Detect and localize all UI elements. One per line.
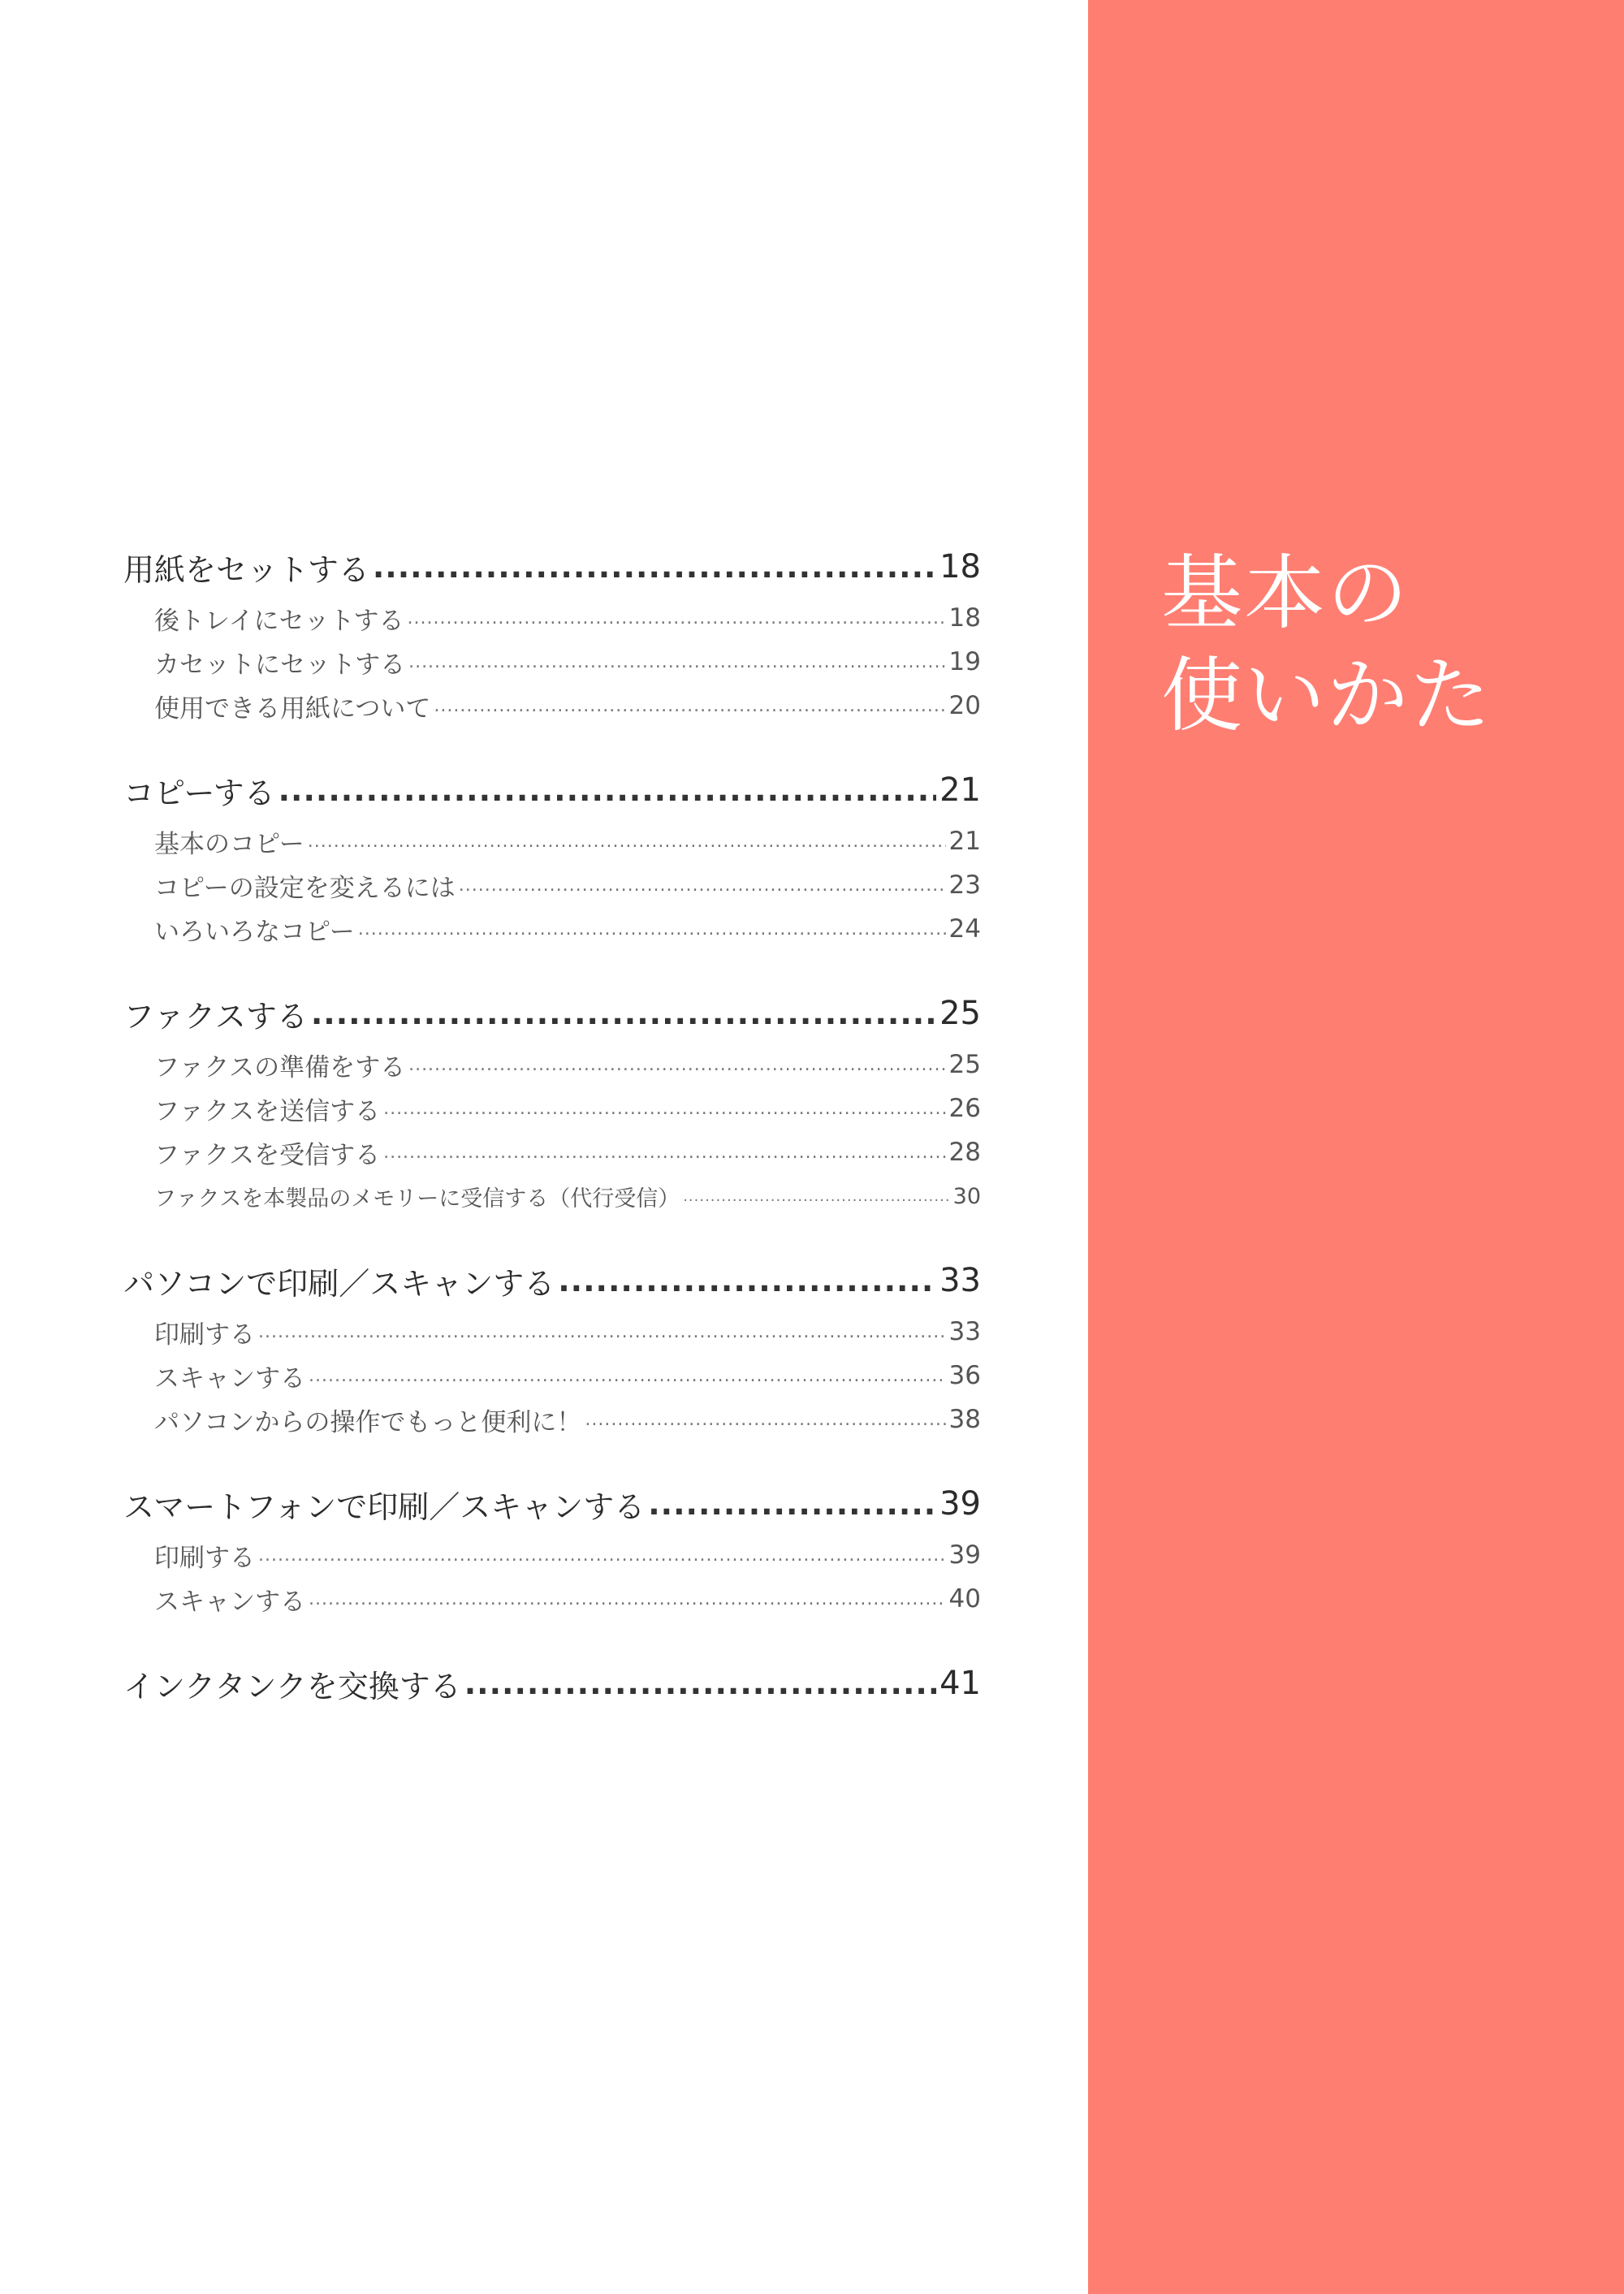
toc-subentry-page: 26 [948, 1094, 981, 1123]
toc-subentry-page: 23 [948, 871, 981, 900]
dot-leader [459, 875, 946, 896]
dot-leader [279, 772, 937, 808]
toc-subentry-title: 印刷する [154, 1320, 255, 1350]
toc-entry-copy[interactable] [123, 761, 981, 819]
toc-subentry[interactable] [123, 1130, 981, 1174]
toc-subentry-title: ファクスを送信する [154, 1096, 381, 1126]
dot-leader [558, 1263, 936, 1298]
toc-subentry[interactable] [123, 684, 981, 728]
dot-leader [408, 608, 946, 629]
dot-leader [464, 1665, 936, 1701]
toc-section-fax [123, 984, 981, 1218]
toc-subentry[interactable] [123, 1043, 981, 1087]
dot-leader [373, 549, 936, 585]
toc-entry-title: インクタンクを交換する [123, 1668, 461, 1704]
toc-subentry-page: 40 [948, 1584, 981, 1614]
toc-entry-title: コピーする [123, 775, 275, 811]
toc-subentry[interactable] [123, 1310, 981, 1354]
toc-subentry-title: ファクスを受信する [154, 1140, 381, 1170]
toc-subentry-page: 19 [948, 647, 981, 676]
toc-entry-page: 39 [939, 1485, 981, 1523]
toc-subentry-title: カセットにセットする [154, 650, 406, 680]
toc-subentry-page: 36 [948, 1361, 981, 1390]
toc-entry-page: 18 [939, 548, 981, 585]
toc-subentry-title: パソコンからの操作でもっと便利に！ [154, 1407, 582, 1437]
toc-entry-title: パソコンで印刷／スキャンする [123, 1265, 555, 1302]
toc-subentry-page: 24 [948, 914, 981, 944]
toc-entry-pc[interactable] [123, 1251, 981, 1310]
dot-leader [383, 1143, 945, 1163]
chapter-side-panel [1088, 0, 1624, 2294]
dot-leader [408, 1055, 945, 1075]
dot-leader [258, 1322, 946, 1342]
toc-subentry[interactable] [123, 1577, 981, 1621]
toc-subentry[interactable] [123, 1354, 981, 1398]
toc-section-smartphone [123, 1475, 981, 1621]
dot-leader [309, 1366, 946, 1386]
toc-subentry-page: 38 [948, 1405, 981, 1434]
toc-subentry-title: 印刷する [154, 1543, 255, 1573]
chapter-title [1161, 542, 1492, 747]
toc-subentry-page: 20 [948, 691, 981, 720]
toc-section-ink [123, 1654, 981, 1713]
toc-subentry[interactable] [123, 819, 981, 863]
toc-subentry-title: 後トレイにセットする [154, 606, 404, 636]
toc-subentry-title: 基本のコピー [154, 829, 304, 859]
toc-entry-title: ファクスする [123, 998, 308, 1035]
toc-subentry-page: 39 [948, 1540, 981, 1570]
chapter-title-line-2: 使いかた [1161, 648, 1492, 743]
toc-subentry-title: ファクスを本製品のメモリーに受信する（代行受信） [154, 1186, 680, 1212]
toc-entry-page: 41 [939, 1665, 981, 1702]
dot-leader [311, 996, 936, 1031]
toc-entry-smartphone[interactable] [123, 1475, 981, 1533]
dot-leader [585, 1410, 945, 1430]
toc-subentry-page: 18 [948, 603, 981, 633]
dot-leader [683, 1188, 949, 1205]
toc-subentry[interactable] [123, 1174, 981, 1218]
chapter-title-line-1: 基本の [1161, 546, 1410, 641]
toc-subentry[interactable] [123, 1533, 981, 1577]
toc-subentry-title: いろいろなコピー [154, 917, 355, 947]
toc-subentry[interactable] [123, 1398, 981, 1441]
toc-section-pc [123, 1251, 981, 1441]
dot-leader [358, 919, 946, 940]
toc-section-paper [123, 538, 981, 728]
toc-subentry[interactable] [123, 907, 981, 951]
toc-entry-page: 21 [939, 771, 981, 809]
toc-subentry-page: 25 [948, 1050, 981, 1079]
toc-subentry[interactable] [123, 1087, 981, 1130]
toc-subentry-page: 30 [952, 1183, 981, 1209]
dot-leader [258, 1545, 946, 1566]
toc-entry-page: 25 [939, 995, 981, 1032]
toc-entry-page: 33 [939, 1262, 981, 1299]
toc-subentry-title: コピーの設定を変えるには [154, 873, 456, 903]
toc-subentry-title: 使用できる用紙について [154, 693, 431, 724]
toc-subentry[interactable] [123, 596, 981, 640]
toc-subentry-page: 28 [948, 1138, 981, 1167]
dot-leader [308, 832, 946, 852]
table-of-contents [123, 538, 981, 1713]
toc-entry-title: スマートフォンで印刷／スキャンする [123, 1488, 646, 1525]
dot-leader [408, 652, 945, 672]
toc-subentry-title: スキャンする [154, 1363, 305, 1393]
toc-subentry-page: 33 [948, 1317, 981, 1346]
toc-section-copy [123, 761, 981, 951]
toc-subentry-page: 21 [948, 827, 981, 856]
toc-subentry[interactable] [123, 640, 981, 684]
toc-subentry-title: ファクスの準備をする [154, 1052, 406, 1082]
toc-entry-fax[interactable] [123, 984, 981, 1043]
toc-entry-ink[interactable] [123, 1654, 981, 1713]
toc-entry-paper[interactable] [123, 538, 981, 596]
dot-leader [648, 1486, 936, 1522]
toc-entry-title: 用紙をセットする [123, 551, 369, 588]
dot-leader [309, 1589, 946, 1609]
toc-subentry-title: スキャンする [154, 1587, 305, 1617]
dot-leader [383, 1099, 945, 1119]
dot-leader [434, 696, 945, 716]
toc-subentry[interactable] [123, 863, 981, 907]
